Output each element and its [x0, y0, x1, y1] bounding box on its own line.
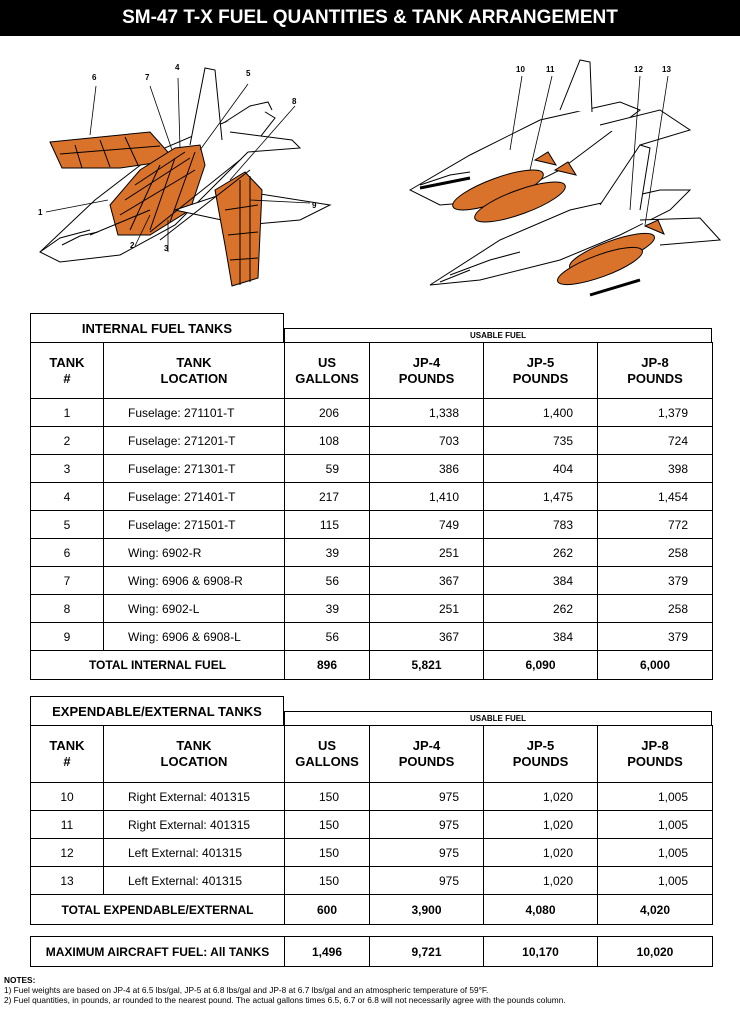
gallons-cell: 56 — [285, 623, 370, 651]
maximum-jp5: 10,170 — [484, 937, 598, 967]
header-jp5-pounds: JP-5 POUNDS — [484, 726, 598, 783]
jp5-cell: 262 — [484, 539, 598, 567]
callout-7: 7 — [145, 73, 150, 82]
header-jp4-pounds: JP-4 POUNDS — [370, 726, 484, 783]
maximum-gallons: 1,496 — [285, 937, 370, 967]
table-row — [31, 839, 713, 867]
callout-8: 8 — [292, 97, 297, 106]
callout-13: 13 — [662, 65, 671, 74]
table-row — [31, 567, 713, 595]
jp5-cell: 783 — [484, 511, 598, 539]
gallons-cell: 39 — [285, 595, 370, 623]
tank-location-cell: Fuselage: 271201-T — [104, 427, 285, 455]
header-us-gallons: US GALLONS — [285, 726, 370, 783]
table-row — [31, 427, 713, 455]
jp8-cell: 1,379 — [598, 399, 713, 427]
gallons-cell: 108 — [285, 427, 370, 455]
tank-location-cell: Fuselage: 271301-T — [104, 455, 285, 483]
tank-number-cell: 7 — [31, 567, 104, 595]
external-tanks-aircraft — [410, 60, 720, 295]
maximum-jp8: 10,020 — [598, 937, 713, 967]
callout-3: 3 — [164, 244, 169, 253]
tank-location-cell: Fuselage: 271501-T — [104, 511, 285, 539]
tank-number-cell: 11 — [31, 811, 104, 839]
callout-5: 5 — [246, 69, 251, 78]
jp4-cell: 975 — [370, 811, 484, 839]
tank-number-cell: 2 — [31, 427, 104, 455]
tank-number-cell: 4 — [31, 483, 104, 511]
tank-number-cell: 8 — [31, 595, 104, 623]
jp8-cell: 258 — [598, 595, 713, 623]
jp8-cell: 1,005 — [598, 811, 713, 839]
jp8-cell: 398 — [598, 455, 713, 483]
maximum-jp4: 9,721 — [370, 937, 484, 967]
maximum-fuel-row — [31, 937, 713, 967]
tank-number-cell: 5 — [31, 511, 104, 539]
total-gallons: 896 — [285, 651, 370, 680]
jp4-cell: 251 — [370, 595, 484, 623]
tank-location-cell: Left External: 401315 — [104, 867, 285, 895]
internal-section-title: INTERNAL FUEL TANKS — [30, 313, 284, 343]
tank-number-cell: 3 — [31, 455, 104, 483]
tank-number-cell: 6 — [31, 539, 104, 567]
gallons-cell: 150 — [285, 867, 370, 895]
total-gallons: 600 — [285, 895, 370, 925]
tank-number-cell: 1 — [31, 399, 104, 427]
notes — [4, 975, 736, 1005]
external-usable-fuel-label: USABLE FUEL — [284, 711, 712, 726]
maximum-fuel-table — [30, 936, 713, 967]
table-row — [31, 483, 713, 511]
table-row — [31, 511, 713, 539]
tank-number-cell: 10 — [31, 783, 104, 811]
jp5-cell: 735 — [484, 427, 598, 455]
jp8-cell: 1,005 — [598, 839, 713, 867]
internal-usable-fuel-label: USABLE FUEL — [284, 328, 712, 343]
jp4-cell: 1,410 — [370, 483, 484, 511]
jp8-cell: 772 — [598, 511, 713, 539]
header-jp5-pounds: JP-5 POUNDS — [484, 343, 598, 399]
callout-1: 1 — [38, 208, 43, 217]
gallons-cell: 150 — [285, 783, 370, 811]
callout-2: 2 — [130, 241, 135, 250]
tank-location-cell: Wing: 6906 & 6908-R — [104, 567, 285, 595]
total-jp5: 4,080 — [484, 895, 598, 925]
jp8-cell: 1,454 — [598, 483, 713, 511]
jp4-cell: 975 — [370, 867, 484, 895]
table-row — [31, 811, 713, 839]
table-row — [31, 455, 713, 483]
tank-8-9-shape — [215, 172, 262, 286]
total-label: TOTAL INTERNAL FUEL — [31, 651, 285, 680]
external-section-title: EXPENDABLE/EXTERNAL TANKS — [30, 696, 284, 726]
tank-location-cell: Fuselage: 271401-T — [104, 483, 285, 511]
header-tank-location: TANK LOCATION — [104, 726, 285, 783]
jp4-cell: 1,338 — [370, 399, 484, 427]
total-label: TOTAL EXPENDABLE/EXTERNAL — [31, 895, 285, 925]
total-jp4: 5,821 — [370, 651, 484, 680]
tank-location-cell: Right External: 401315 — [104, 783, 285, 811]
tank-location-cell: Right External: 401315 — [104, 811, 285, 839]
jp5-cell: 262 — [484, 595, 598, 623]
jp4-cell: 386 — [370, 455, 484, 483]
jp4-cell: 251 — [370, 539, 484, 567]
jp5-cell: 404 — [484, 455, 598, 483]
internal-tanks-aircraft — [40, 68, 330, 286]
jp5-cell: 1,020 — [484, 811, 598, 839]
tank-location-cell: Wing: 6906 & 6908-L — [104, 623, 285, 651]
jp5-cell: 384 — [484, 567, 598, 595]
table-row — [31, 623, 713, 651]
gallons-cell: 56 — [285, 567, 370, 595]
header-jp4-pounds: JP-4 POUNDS — [370, 343, 484, 399]
gallons-cell: 217 — [285, 483, 370, 511]
tank-number-cell: 13 — [31, 867, 104, 895]
gallons-cell: 59 — [285, 455, 370, 483]
tank-location-cell: Left External: 401315 — [104, 839, 285, 867]
table-row — [31, 595, 713, 623]
tank-location-cell: Fuselage: 271101-T — [104, 399, 285, 427]
external-fuel-table — [30, 725, 713, 925]
jp8-cell: 1,005 — [598, 783, 713, 811]
table-row — [31, 867, 713, 895]
tank-location-cell: Wing: 6902-L — [104, 595, 285, 623]
gallons-cell: 39 — [285, 539, 370, 567]
header-jp8-pounds: JP-8 POUNDS — [598, 343, 713, 399]
callout-9: 9 — [312, 201, 317, 210]
total-jp5: 6,090 — [484, 651, 598, 680]
jp4-cell: 703 — [370, 427, 484, 455]
jp5-cell: 1,020 — [484, 839, 598, 867]
aircraft-diagram — [0, 40, 740, 300]
notes-heading: NOTES: — [4, 975, 36, 985]
header-tank-number: TANK # — [31, 726, 104, 783]
jp8-cell: 379 — [598, 623, 713, 651]
jp4-cell: 975 — [370, 839, 484, 867]
jp8-cell: 1,005 — [598, 867, 713, 895]
jp5-cell: 1,475 — [484, 483, 598, 511]
callout-11: 11 — [546, 65, 555, 74]
callout-10: 10 — [516, 65, 525, 74]
gallons-cell: 150 — [285, 839, 370, 867]
internal-fuel-table — [30, 342, 713, 680]
external-total-row — [31, 895, 713, 925]
table-row — [31, 399, 713, 427]
note-item: 2) Fuel quantities, in pounds, ar rounded to the nearest pound. The actual gallons times 6.5, 6.7 or 6.8 will not necessarily agree with the pounds column. — [4, 995, 566, 1005]
jp8-cell: 258 — [598, 539, 713, 567]
total-jp8: 4,020 — [598, 895, 713, 925]
tank-number-cell: 12 — [31, 839, 104, 867]
jp4-cell: 367 — [370, 623, 484, 651]
jp5-cell: 1,020 — [484, 783, 598, 811]
gallons-cell: 150 — [285, 811, 370, 839]
header-tank-location: TANK LOCATION — [104, 343, 285, 399]
table-row — [31, 783, 713, 811]
header-tank-number: TANK # — [31, 343, 104, 399]
jp8-cell: 724 — [598, 427, 713, 455]
header-us-gallons: US GALLONS — [285, 343, 370, 399]
jp4-cell: 367 — [370, 567, 484, 595]
jp5-cell: 1,020 — [484, 867, 598, 895]
jp4-cell: 749 — [370, 511, 484, 539]
jp5-cell: 1,400 — [484, 399, 598, 427]
total-jp8: 6,000 — [598, 651, 713, 680]
gallons-cell: 206 — [285, 399, 370, 427]
jp5-cell: 384 — [484, 623, 598, 651]
tank-location-cell: Wing: 6902-R — [104, 539, 285, 567]
note-item: 1) Fuel weights are based on JP-4 at 6.5 lbs/gal, JP-5 at 6.8 lbs/gal and JP-8 at 6.7 lbs/gal and an atmospheric temperature of 59°F. — [4, 985, 489, 995]
maximum-label: MAXIMUM AIRCRAFT FUEL: All TANKS — [31, 937, 285, 967]
page-title: SM-47 T-X FUEL QUANTITIES & TANK ARRANGEMENT — [0, 0, 740, 36]
callout-12: 12 — [634, 65, 643, 74]
callout-4: 4 — [175, 63, 180, 72]
table-row — [31, 539, 713, 567]
jp4-cell: 975 — [370, 783, 484, 811]
callout-6: 6 — [92, 73, 97, 82]
jp8-cell: 379 — [598, 567, 713, 595]
total-jp4: 3,900 — [370, 895, 484, 925]
tank-number-cell: 9 — [31, 623, 104, 651]
header-jp8-pounds: JP-8 POUNDS — [598, 726, 713, 783]
internal-total-row — [31, 651, 713, 680]
gallons-cell: 115 — [285, 511, 370, 539]
